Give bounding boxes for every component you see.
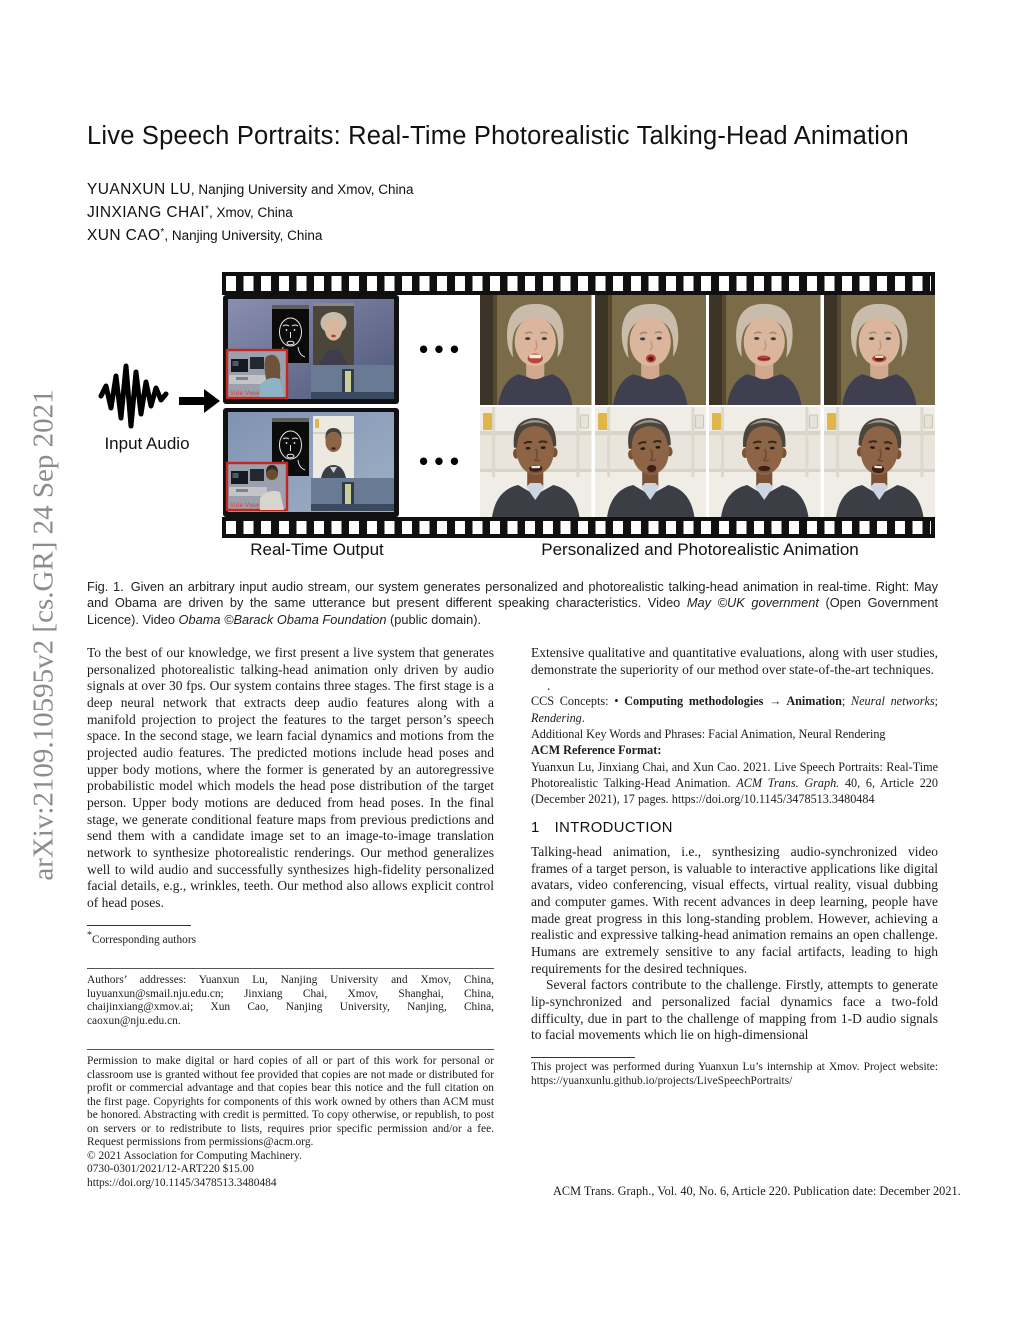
figure-caption	[87, 579, 938, 628]
section-title: INTRODUCTION	[554, 820, 673, 837]
figure-1	[0, 0, 1024, 600]
arxiv-watermark: arXiv:2109.10595v2 [cs.GR] 24 Sep 2021	[27, 389, 60, 881]
author-mark: *	[160, 227, 165, 238]
film-sprocket-holes-bottom	[222, 517, 935, 538]
asterisk-mark: *	[87, 929, 92, 941]
journal-name: ACM Trans. Graph.	[736, 775, 840, 790]
ccs-concept: Neural networks	[851, 694, 935, 709]
left-column	[87, 645, 494, 1190]
film-row-may	[222, 295, 935, 405]
footnote-rule	[531, 1057, 635, 1058]
reference-text: 40, 6, Article 220 (December 2021), 17 pages.	[531, 775, 938, 807]
permission-rule	[87, 1049, 494, 1050]
intro-paragraph-2: Several factors contribute to the challenge. Firstly, attempts to generate lip-synchronized and personalized facial dynamics face a two-fold difficulty, due in part to the challenge of mapping from 1-D audio signals to facial movements which lie on high-dimensional	[531, 977, 938, 1043]
audio-waveform-icon	[96, 358, 176, 439]
paper-title: Live Speech Portraits: Real-Time Photorealistic Talking-Head Animation	[87, 122, 909, 150]
film-body	[222, 295, 935, 517]
project-footnote-text: This project was performed during Yuanxun Lu’s internship at Xmov. Project website:	[531, 1061, 938, 1073]
caption-credit-obama: Obama ©Barack Obama Foundation	[178, 611, 387, 627]
authors-addresses: Authors’ addresses: Yuanxun Lu, Nanjing University and Xmov, China, luyuanxun@smail.nju.edu.cn; Jinxiang Chai, Xmov, Shanghai, China, chaijinxiang@xmov.ai; Xun Cao, Nanjing University, Nanjing, China, caoxun@nju.edu.cn.	[87, 974, 494, 1027]
acm-reference-text	[531, 759, 938, 808]
issn-line: 0730-0301/2021/12-ART220 $15.00	[87, 1163, 255, 1175]
copyright-line: © 2021 Association for Computing Machinery.	[87, 1149, 302, 1162]
reference-text: Yuanxun Lu, Jinxiang Chai, and Xun Cao. 2021. Live Speech Portraits: Real-Time Photorealistic Talking-Head Animation.	[531, 759, 938, 790]
corresponding-authors-footnote	[87, 929, 494, 948]
caption-text: (public domain).	[386, 611, 482, 627]
abstract-paragraph: To the best of our knowledge, we first present a live system that generates personalized photorealistic talking-head animation only driven by audio signals at over 30 fps. Our system contains three stages. The first stage is a deep neural network that extracts deep audio features along with a manifold projection to project the features to the target person’s speech space. In the second stage, we learn facial dynamics and motions from the projected audio features. The predicted motions include head poses and upper body motions, where the former is generated by an autoregressive probabilistic model which models the head pose distribution of the target person. Upper body motions are deduced from head poses. In the final stage, we generate conditional feature maps from previous predictions and send them with a candidate image set to an image-to-image translation network to synthesize photorealistic renderings. Our method generalizes well to wild audio and successfully synthesizes high-fidelity personalized facial details, e.g., wrinkles, teeth. Our method also allows explicit control of head poses.	[87, 645, 494, 910]
author-mark: *	[205, 204, 209, 215]
evaluation-paragraph: Extensive qualitative and quantitative evaluations, along with user studies, demonstrate the superiority of our method over state-of-the-art techniques.	[531, 645, 938, 677]
ccs-concept: Rendering	[531, 710, 582, 725]
acm-reference-heading: ACM Reference Format:	[531, 742, 662, 757]
right-arrow-icon	[179, 388, 221, 419]
section-number: 1	[531, 820, 540, 837]
film-strip	[222, 272, 935, 538]
project-footnote	[531, 1061, 938, 1088]
keywords-line: Additional Key Words and Phrases: Facial Animation, Neural Rendering	[531, 726, 886, 741]
addresses-rule	[87, 968, 494, 969]
author-affiliation: , Nanjing University, China	[164, 228, 323, 243]
ccs-arrow: →	[763, 694, 787, 709]
author-name: YUANXUN LU	[87, 181, 191, 198]
obama-animation-frames	[480, 407, 935, 517]
right-column	[531, 645, 938, 1088]
author-name: JINXIANG CHAI	[87, 204, 206, 221]
caption-text: Given an arbitrary input audio stream, our system generates personalized and photorealistic talking-head animation in real-time. Right: May and Obama are driven by the same utterance but present different speaking characteristics. Video	[87, 579, 939, 611]
realtime-screen-may	[222, 295, 400, 405]
side-view-label: Side View	[230, 391, 260, 397]
realtime-screen-obama	[222, 407, 400, 517]
caption-credit-may: May ©UK government	[686, 595, 819, 611]
doi-link[interactable]: https://doi.org/10.1145/3478513.3480484	[87, 1176, 277, 1189]
obama-animation-frame	[824, 407, 936, 517]
caption-text: (Open Government Licence). Video	[87, 595, 939, 627]
ccs-text: .	[581, 710, 585, 725]
ellipsis-icon: •••	[416, 338, 464, 362]
permission-notice: Permission to make digital or hard copies of all or part of this work for personal or classroom use is granted without fee provided that copies are not made or distributed for profit or commercial advantage and that copies bear this notice and the full citation on the first page. Copyrights for components of this work owned by others than ACM must be honored. Abstracting with credit is permitted. To copy otherwise, or republish, to post on servers or to redistribute to lists, requires prior specific permission and/or a fee. Request permissions from permissions@acm.org.	[87, 1055, 494, 1148]
may-animation-frame	[824, 295, 936, 405]
author-affiliation: , Xmov, China	[208, 205, 293, 220]
stray-period: .	[547, 678, 551, 694]
input-audio-label: Input Audio	[104, 434, 190, 453]
doi-link[interactable]: https://doi.org/10.1145/3478513.3480484	[671, 792, 875, 807]
figure-label-realtime: Real-Time Output	[250, 540, 384, 559]
corresponding-text: Corresponding authors	[92, 933, 197, 946]
film-sprocket-holes-top	[222, 272, 935, 295]
ellipsis-icon: •••	[416, 450, 464, 474]
side-view-label: Side View	[230, 503, 260, 509]
ccs-text: ;	[841, 694, 851, 709]
ccs-concepts	[531, 693, 938, 725]
may-animation-frame	[595, 295, 707, 405]
obama-animation-frame	[480, 407, 592, 517]
ccs-concept: Computing methodologies	[624, 694, 764, 709]
page-footer: ACM Trans. Graph., Vol. 40, No. 6, Article 220. Publication date: December 2021.	[553, 1184, 961, 1198]
author-affiliation: , Nanjing University and Xmov, China	[190, 182, 414, 197]
figure-label-animation: Personalized and Photorealistic Animation	[541, 540, 859, 559]
author-name: XUN CAO	[87, 227, 161, 244]
may-animation-frame	[480, 295, 592, 405]
ccs-text: CCS Concepts: •	[531, 694, 625, 709]
section-heading-introduction	[531, 820, 938, 837]
obama-animation-frame	[595, 407, 707, 517]
may-animation-frame	[709, 295, 821, 405]
ccs-text: ;	[934, 694, 938, 709]
project-website-link[interactable]: https://yuanxunlu.github.io/projects/LiveSpeechPortraits/	[531, 1074, 793, 1087]
obama-animation-frame	[709, 407, 821, 517]
may-animation-frames	[480, 295, 935, 405]
footnote-rule	[87, 925, 191, 926]
intro-paragraph-1: Talking-head animation, i.e., synthesizing audio-synchronized video frames of a target person, is valuable to interactive applications like digital avatars, video conferencing, visual effects, virtual reality, visual dubbing and computer games. With recent advances in deep learning, people have made great progress in this long-standing problem. However, achieving a realistic and expressive talking-head animation remains an open challenge. Humans are extremely sensitive to any facial artifacts, leading to high requirements for the desired techniques.	[531, 844, 938, 976]
figure-caption-label: Fig. 1.	[87, 579, 124, 594]
film-row-obama	[222, 407, 935, 517]
ccs-concept: Animation	[786, 694, 842, 709]
